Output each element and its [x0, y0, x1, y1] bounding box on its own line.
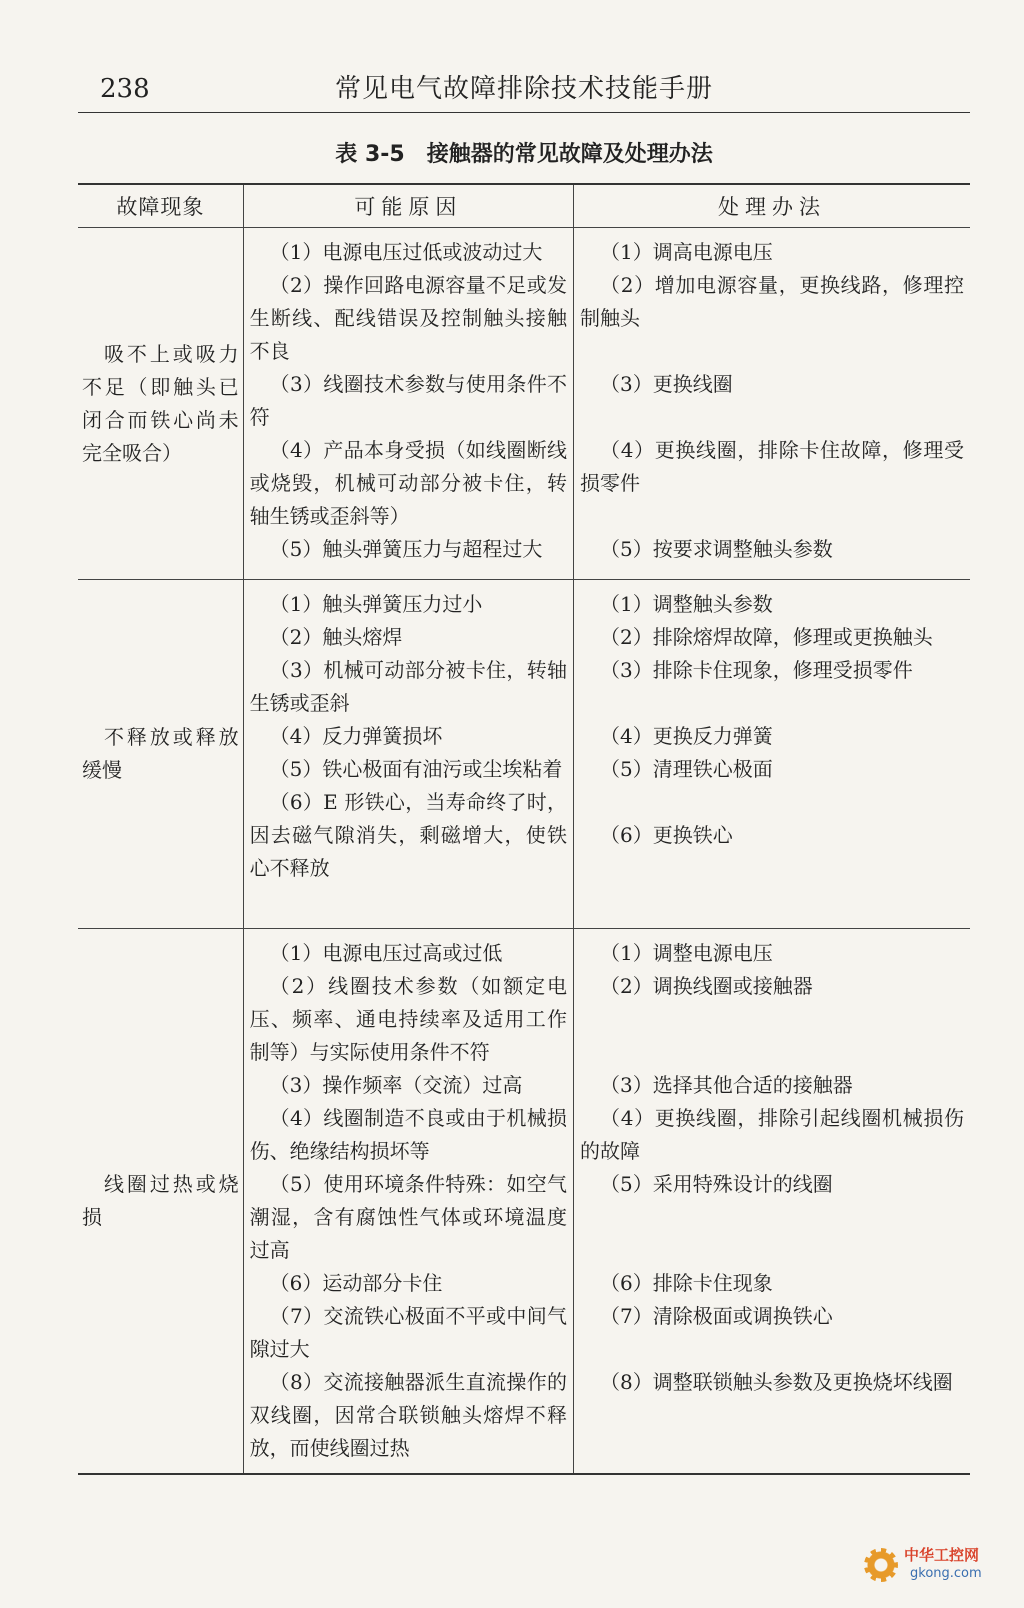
- remedy-cell: [574, 580, 970, 929]
- cause-item: （4）产品本身受损（如线圈断线或烧毁，机械可动部分被卡住，转轴生锈或歪斜等）: [249, 438, 568, 528]
- cause-item: （2）线圈技术参数（如额定电压、频率、通电持续率及适用工作制等）与实际使用条件不符: [249, 974, 568, 1064]
- cause-item: （7）交流铁心极面不平或中间气隙过大: [249, 1304, 568, 1361]
- table-header-row: [78, 184, 970, 228]
- cause-item: （2）操作回路电源容量不足或发生断线、配线错误及控制触头接触不良: [249, 273, 568, 363]
- cause-item: （5）铁心极面有油污或尘埃粘着: [269, 757, 563, 781]
- column-header-cause: 可能原因: [243, 184, 573, 228]
- cause-cell: [243, 929, 573, 1474]
- remedy-item: （1）调高电源电压: [600, 240, 773, 264]
- cause-item: （1）触头弹簧压力过小: [269, 592, 483, 616]
- cause-cell: [243, 580, 573, 929]
- cause-item: （4）线圈制造不良或由于机械损伤、绝缘结构损坏等: [249, 1106, 568, 1163]
- remedy-item: （5）采用特殊设计的线圈: [600, 1172, 833, 1196]
- remedy-item: （4）更换线圈，排除引起线圈机械损伤的故障: [580, 1106, 964, 1163]
- cause-item: （6）E 形铁心，当寿命终了时，因去磁气隙消失，剩磁增大，使铁心不释放: [249, 790, 568, 880]
- book-title: 常见电气故障排除技术技能手册: [334, 74, 713, 104]
- watermark-url: gkong.com: [910, 1566, 982, 1581]
- remedy-cell: [574, 228, 970, 580]
- remedy-item: （6）排除卡住现象: [600, 1271, 773, 1295]
- table-title: 接触器的常见故障及处理办法: [426, 142, 713, 167]
- cause-item: （1）电源电压过高或过低: [269, 941, 503, 965]
- remedy-item: （5）按要求调整触头参数: [600, 537, 833, 561]
- cause-item: （2）触头熔焊: [269, 625, 403, 649]
- remedy-item: （2）增加电源容量，更换线路，修理控制触头: [580, 273, 964, 330]
- table-caption: [78, 140, 970, 170]
- remedy-item: （1）调整触头参数: [600, 592, 773, 616]
- table-row: [78, 580, 970, 929]
- column-header-remedy: 处理办法: [574, 184, 970, 228]
- column-header-symptom: 故障现象: [78, 184, 243, 228]
- cause-item: （1）电源电压过低或波动过大: [269, 240, 543, 264]
- cause-item: （3）线圈技术参数与使用条件不符: [249, 372, 568, 429]
- remedy-item: （4）更换反力弹簧: [600, 724, 773, 748]
- watermark-name: 中华工控网: [904, 1546, 980, 1564]
- page-number: 238: [100, 74, 150, 104]
- cause-item: （8）交流接触器派生直流操作的双线圈，因常合联锁触头熔焊不释放，而使线圈过热: [249, 1370, 568, 1460]
- remedy-item: （6）更换铁心: [600, 823, 733, 847]
- cause-cell: [243, 228, 573, 580]
- remedy-item: （1）调整电源电压: [600, 941, 773, 965]
- running-header: [78, 72, 970, 113]
- gear-icon: [864, 1548, 898, 1582]
- symptom-cell: 不释放或释放缓慢: [78, 580, 243, 929]
- watermark-logo: [864, 1542, 1004, 1588]
- cause-item: （3）操作频率（交流）过高: [269, 1073, 523, 1097]
- table-row: [78, 228, 970, 580]
- cause-item: （5）触头弹簧压力与超程过大: [269, 537, 543, 561]
- remedy-item: （5）清理铁心极面: [600, 757, 773, 781]
- symptom-cell: 吸不上或吸力不足（即触头已闭合而铁心尚未完全吸合）: [78, 228, 243, 580]
- cause-item: （6）运动部分卡住: [269, 1271, 443, 1295]
- remedy-item: （2）排除熔焊故障，修理或更换触头: [600, 625, 933, 649]
- remedy-cell: [574, 929, 970, 1474]
- cause-item: （4）反力弹簧损坏: [269, 724, 443, 748]
- remedy-item: （3）更换线圈: [600, 372, 733, 396]
- symptom-cell: 线圈过热或烧损: [78, 929, 243, 1474]
- cause-item: （5）使用环境条件特殊：如空气潮湿，含有腐蚀性气体或环境温度过高: [249, 1172, 568, 1262]
- remedy-item: （2）调换线圈或接触器: [600, 974, 813, 998]
- cause-item: （3）机械可动部分被卡住，转轴生锈或歪斜: [249, 658, 568, 715]
- remedy-item: （7）清除极面或调换铁心: [600, 1304, 833, 1328]
- remedy-item: （3）排除卡住现象，修理受损零件: [600, 658, 913, 682]
- table-number: 表 3-5: [335, 142, 405, 167]
- remedy-item: （3）选择其他合适的接触器: [600, 1073, 853, 1097]
- table-row: [78, 929, 970, 1474]
- remedy-item: （8）调整联锁触头参数及更换烧坏线圈: [600, 1370, 953, 1394]
- remedy-item: （4）更换线圈，排除卡住故障，修理受损零件: [580, 438, 964, 495]
- fault-table: [78, 183, 970, 1475]
